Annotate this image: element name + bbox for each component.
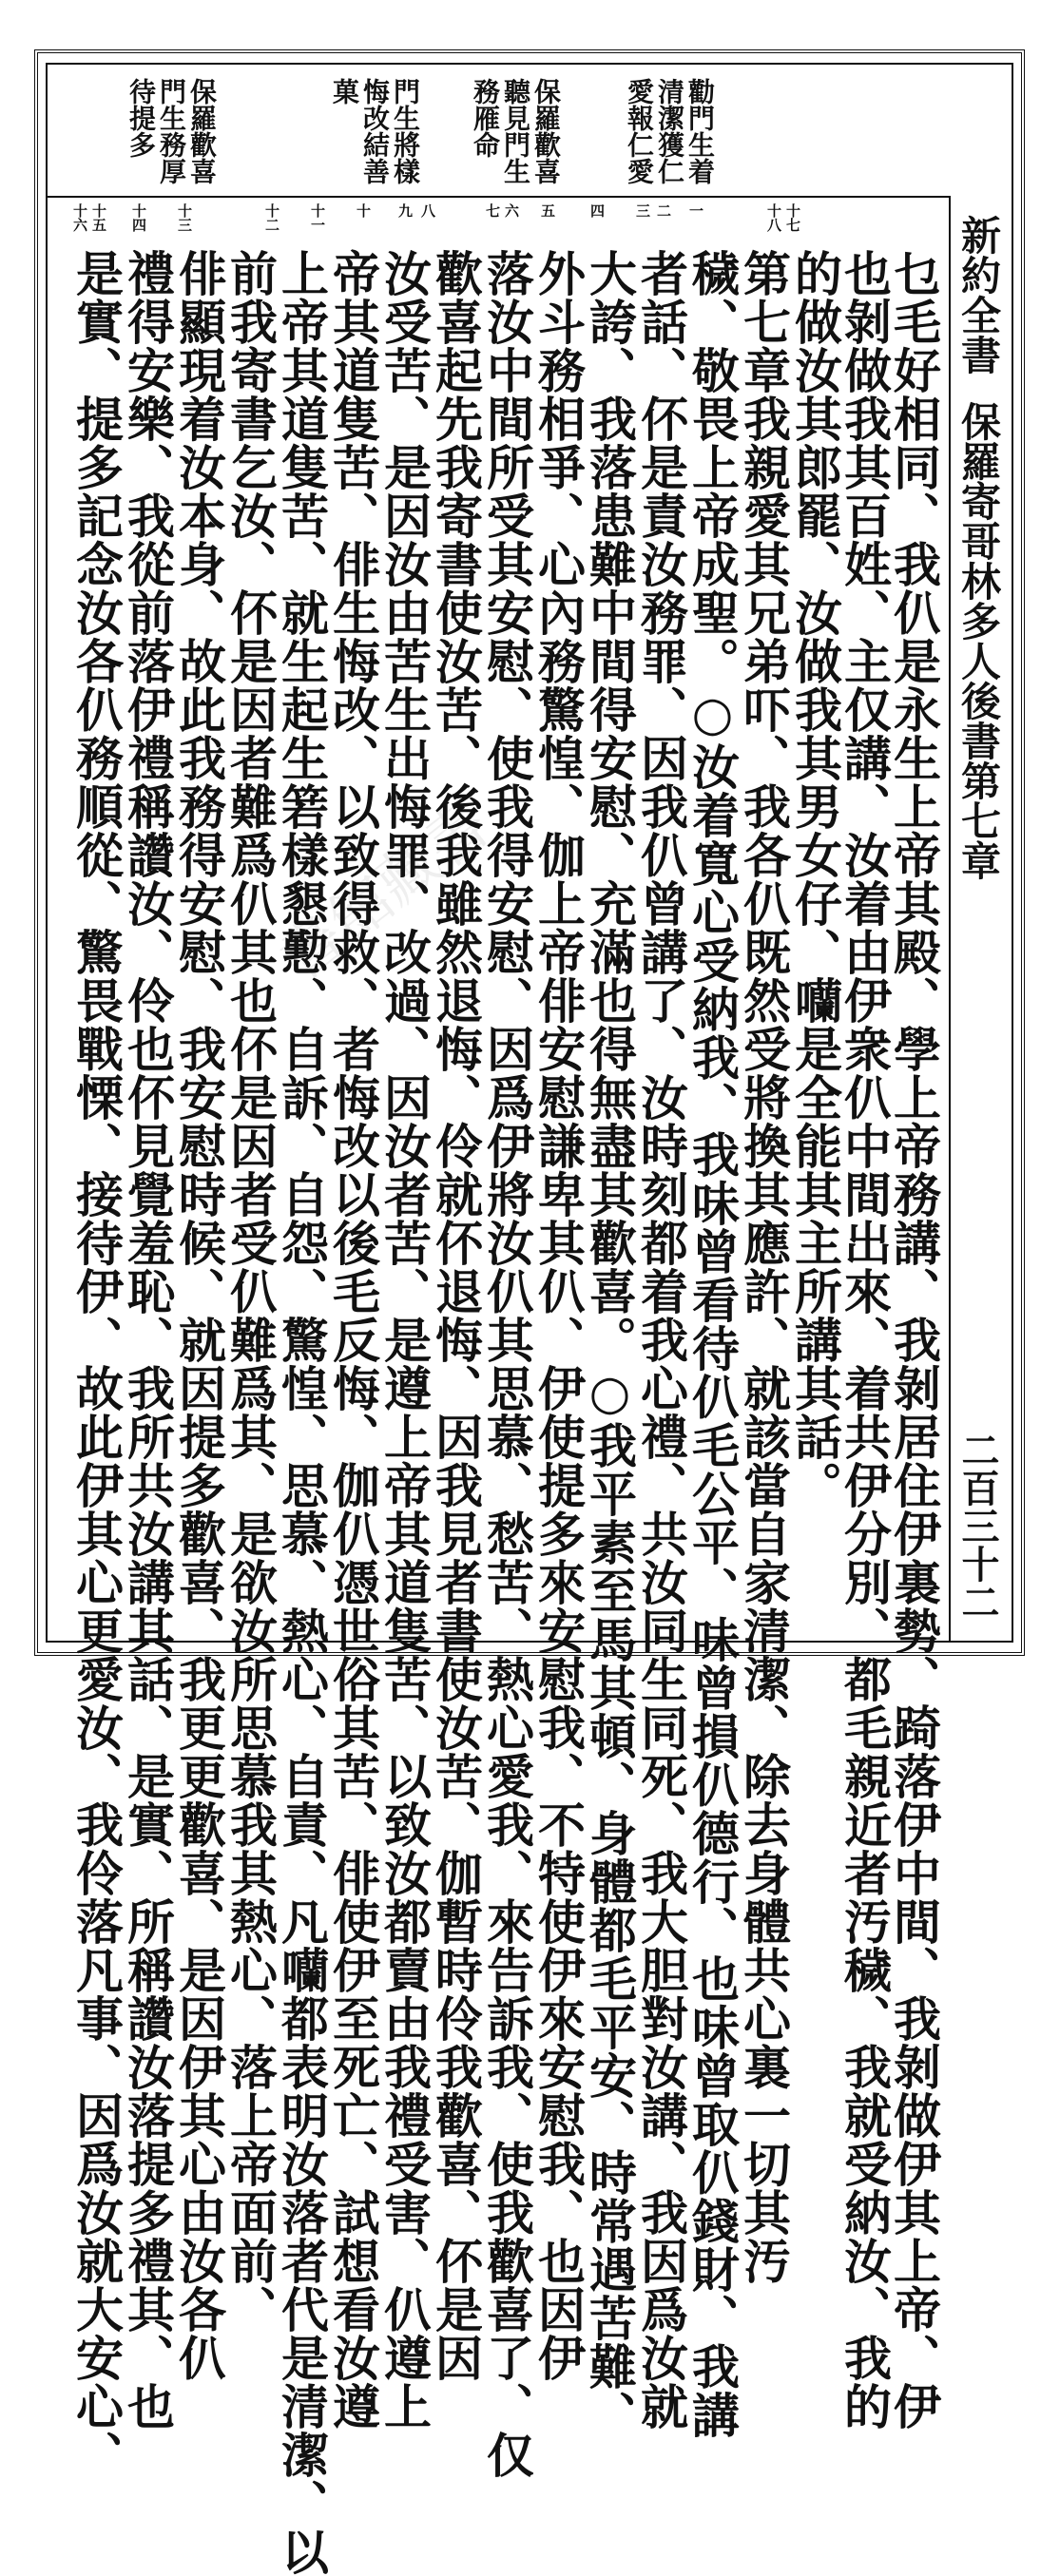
text-column: 上帝其道隻苦、就生起生箬樣懇懃、自訴、自怨、驚惶、思慕、熱心、自責、凡囒都表明汝落者代是清潔、以 (274, 249, 330, 2576)
verse-number: 十三 (176, 203, 193, 232)
text-column: 是實、提多記念汝各仈務順從、驚畏戰慄、接待伊、故此伊其心更愛汝、我伶落凡事、因爲汝就大安心、 (68, 249, 125, 2479)
verse-number: 十 (355, 203, 372, 218)
side-note: 保羅歡喜 (530, 78, 562, 184)
side-note: 門生將樣 (390, 78, 421, 184)
verse-number: 十五 (90, 203, 107, 232)
header-rule (46, 196, 949, 198)
side-note: 愛報仁愛 (624, 78, 655, 184)
verse-number: 三 (634, 203, 651, 218)
text-column: 穢、敬畏上帝成聖。○汝着寬心受納我、我味曾看待仈毛公平、味曾損仈德行、也味曾取仈錢財、我講 (684, 249, 741, 2439)
library-watermark: 書館藏書 (267, 789, 504, 995)
text-column: 落汝中間所受其安慰、使我得安慰、因爲伊將汝仈其思慕、愁苦、熱心愛我、來告訴我、使我歡喜了、仅 (479, 249, 535, 2479)
verse-number: 七 (484, 203, 501, 218)
text-column: 外斗務相爭、心內務驚惶、伽上帝俳安慰謙卑其仈、伊使提多來安慰我、不特使伊來安慰我、也因伊 (530, 249, 587, 2382)
side-note: 保羅歡喜 (186, 78, 218, 184)
verse-number: 五 (539, 203, 556, 218)
side-note: 務雁命 (470, 78, 501, 158)
text-column: 前我寄書乞汝、伓是因者難爲仈其也伓是因者受仈難爲其、是欲汝所思慕我其熱心、落上帝面前、 (222, 249, 279, 2334)
side-note: 菓 (329, 78, 360, 105)
text-column: 的做汝其郎罷、汝做我其男女仔、囒是全能其主所講其話。 (787, 249, 843, 1509)
verse-number: 十八 (765, 203, 782, 232)
verse-number: 六 (503, 203, 520, 218)
text-column: 俳顯現着汝本身、故此我務得安慰、我安慰時候、就因提多歡喜、我更更歡喜、是因伊其心由汝各仈 (171, 249, 227, 2382)
verse-number: 八 (419, 203, 436, 218)
chapter-title: 保羅寄哥林多人後書第七章 (955, 401, 1002, 880)
side-note: 待提多 (125, 78, 157, 158)
verse-number: 十四 (130, 203, 147, 232)
verse-number: 十七 (784, 203, 801, 232)
book-title: 新約全書 (955, 215, 1002, 375)
side-note: 門生務厚 (156, 78, 187, 184)
text-column: 也剝做我其百姓、主仅講、汝着由伊衆仈中間出來、着共伊分別、都毛親近者汚穢、我就受納汝、我的 (837, 249, 893, 2431)
text-column: 大誇、我落患難中間得安慰、充滿也得無盡其歡喜。○我平素至馬其頓、身體都毛平安、時常遇苦難、 (582, 249, 638, 2439)
text-column: 者話、伓是責汝務罪、因我仈曾講了、汝時刻都着我心禮、共汝同生同死、我大胆對汝講、我因爲汝就 (633, 249, 689, 2431)
text-column: 禮得安樂、我從前落伊禮稱讚汝、伶也伓見覺羞恥、我所共汝講其話、是實、所稱讚汝落提多禮其、也 (120, 249, 176, 2431)
text-column: 帝其道隻苦、俳生悔改、以致得救、者悔改以後毛反悔、伽仈憑世俗其苦、俳使伊至死亡、試想看汝遵 (325, 249, 381, 2431)
verse-number: 一 (687, 203, 704, 218)
running-title (955, 215, 1002, 880)
verse-number: 十一 (309, 203, 326, 232)
page-number: 二百三十二 (955, 1431, 1000, 1621)
verse-number: 十二 (263, 203, 280, 232)
side-note: 悔改結善 (359, 78, 391, 184)
text-column: 歡喜起先我寄書使汝苦、後我雖然退悔、伶就伓退悔、因我見者書使汝苦、伽暫時伶我歡喜、伓是因 (428, 249, 484, 2382)
verse-number: 十六 (71, 203, 88, 232)
verse-number: 四 (588, 203, 606, 218)
text-column: 第七章我親愛其兄弟吓、我各仈既然受將換其應許、就該當自家清潔、除去身體共心裏一切其汚 (736, 249, 792, 2285)
side-note: 聽見門生 (500, 78, 531, 184)
side-note: 勸門生着 (684, 78, 716, 184)
side-note: 清潔獲仁 (654, 78, 685, 184)
text-column: 汝受苦、是因汝由苦生出悔罪、改過、因汝者苦、是遵上帝其道隻苦、以致汝都賣由我禮受害、仈遵上 (376, 249, 433, 2431)
verse-number: 九 (396, 203, 414, 218)
verse-number: 二 (655, 203, 672, 218)
text-column: 乜毛好相同、我仈是永生上帝其殿、學上帝務講、我剝居住伊裏勢、踦落伊中間、我剝做伊其上帝、伊 (886, 249, 942, 2431)
